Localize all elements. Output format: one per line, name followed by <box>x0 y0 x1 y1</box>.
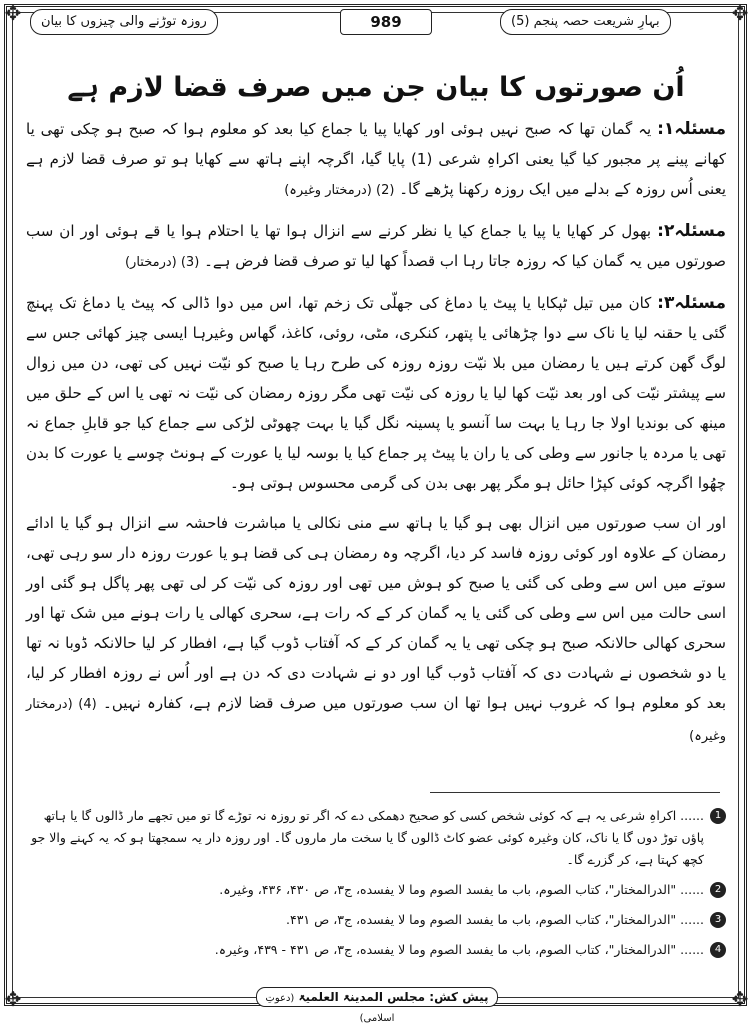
masala-1 <box>26 114 726 206</box>
reference: (3) (درمختار) <box>124 255 200 270</box>
corner-ornament-icon: ✥ <box>731 987 749 1011</box>
header-chapter: روزہ توڑنے والی چیزوں کا بیان <box>30 9 218 35</box>
footnote-number: 1 <box>710 808 726 824</box>
masala-label: مسئلہ۲: <box>657 221 726 241</box>
footnote-text: ...... "الدرالمختار"، کتاب الصوم، باب ما یفسد الصوم وما لا یفسده، ج۳، ص ۴۳۱ - ۴۳۹، وغیرہ. <box>214 942 704 957</box>
main-content <box>26 70 726 762</box>
footnote-number: 2 <box>710 882 726 898</box>
reference: (2) (درمختار وغیرہ) <box>284 183 395 198</box>
footer-name: مجلس المدینۃ العلمیۃ <box>298 990 426 1004</box>
page-number: 989 <box>340 9 432 35</box>
masala-text: بھول کر کھایا یا پیا یا جماع کیا یا نظر کرنے سے انزال ہوا تھا یا احتلام ہوا یا قے ہوئی اور ان سب صورتوں میں یہ گمان کیا کہ روزہ جاتا رہا اب قصداً کھا لیا تو صرف قضا فرض ہے۔ <box>26 222 726 270</box>
closing-paragraph <box>26 508 726 752</box>
footnote <box>26 909 726 931</box>
footnote <box>26 939 726 961</box>
closing-text: اور ان سب صورتوں میں انزال بھی ہو گیا یا ہاتھ سے منی نکالی یا مباشرت فاحشہ سے انزال ہو گیا یا ادائے رمضان کے علاوہ اور کوئی روزہ فاسد کر دیا، اگرچہ وہ رمضان ہی کی قضا ہو یا عورت روزہ دار سو رہی تھی، سوتے میں اس سے وطی کی گئی یا صبح کو ہوش میں تھی اور روزہ کی نیّت کر لی تھی پھر پاگل ہو گئی اور اسی حالت میں اس سے وطی کی گئی یا یہ گمان کر کے کہ رات ہے، سحری کھالی یا رات ہونے میں شک تھا اور سحری کھالی حالانکہ صبح ہو چکی تھی یا یہ گمان کر کے کہ آفتاب ڈوب گیا ہے، افطار کر لیا حالانکہ ڈوبا نہ تھا یا دو شخصوں نے شہادت دی کہ آفتاب ڈوب گیا اور دو نے شہادت دی کہ دن ہے اور اُس نے روزہ افطار کر لیا، بعد کو معلوم ہوا کہ غروب نہیں ہوا تھا ان سب صورتوں میں صرف قضا لازم ہے، کفارہ نہیں۔ <box>26 514 726 712</box>
masala-label: مسئلہ۳: <box>657 293 726 313</box>
corner-ornament-icon: ✥ <box>731 1 749 25</box>
reference: (4) (درمختار وغیرہ) <box>26 697 726 744</box>
corner-ornament-icon: ✥ <box>4 987 22 1011</box>
footer-sub: (دعوتِ اسلامی) <box>265 993 395 1024</box>
masala-label: مسئلہ۱: <box>657 119 726 139</box>
footnote <box>26 879 726 901</box>
masala-text: یہ گمان تھا کہ صبح نہیں ہوئی اور کھایا پیا یا جماع کیا بعد کو معلوم ہوا کہ صبح ہو چکی تھی یا کھانے پینے پر مجبور کیا گیا یعنی اکراہِ شرعی (1) پایا گیا، اگرچہ اپنے ہاتھ سے کھایا ہو تو صرف قضا لازم ہے یعنی اُس روزہ کے بدلے میں ایک روزہ رکھنا پڑھے گا۔ <box>26 120 727 198</box>
footnote-text: ...... "الدرالمختار"، کتاب الصوم، باب ما یفسد الصوم وما لا یفسده، ج۳، ص ۴۳۱. <box>286 912 704 927</box>
masala-3 <box>26 288 726 498</box>
footnote-text: ...... اکراہِ شرعی یہ ہے کہ کوئی شخص کسی کو صحیح دھمکی دے کہ اگر تو روزہ نہ توڑے گا تو میں تجھے مار ڈالوں گا یا ہاتھ پاؤں توڑ دوں گا یا ناک، کان وغیرہ کوئی عضو کاٹ ڈالوں گا یا سخت مار ماروں گا۔ اور روزہ دار یہ سمجھتا ہو کہ یہ کہنے والا جو کچھ کہتا ہے، کر گزرے گا۔ <box>31 808 704 867</box>
footnote-text: ...... "الدرالمختار"، کتاب الصوم، باب ما یفسد الصوم وما لا یفسده، ج۳، ص ۴۳۰، ۴۳۶، وغیرہ. <box>219 882 704 897</box>
footnote-number: 3 <box>710 912 726 928</box>
footnotes <box>26 805 726 969</box>
footnote <box>26 805 726 871</box>
page-title: اُن صورتوں کا بیان جن میں صرف قضا لازم ہے <box>67 72 685 103</box>
footnote-number: 4 <box>710 942 726 958</box>
masala-2 <box>26 216 726 278</box>
footer-prefix: پیش کش: <box>429 990 489 1004</box>
header-volume: بہارِ شریعت حصہ پنجم (5) <box>500 9 671 35</box>
masala-text: کان میں تیل ٹپکایا یا پیٹ یا دماغ کی جھلّی تک زخم تھا، اس میں دوا ڈالی کہ پیٹ یا دماغ تک پہنچ گئی یا حقنہ لیا یا ناک سے دوا چڑھائی یا پتھر، کنکری، مٹی، روئی، کاغذ، گھاس وغیرہا ایسی چیز کھائی جس سے لوگ گھن کرتے ہیں یا رمضان میں بلا نیّت روزہ روزہ کی طرح رہا یا صبح کو نیّت نہیں کی تھی، دن میں زوال سے پیشتر نیّت کی اور بعد نیّت کھا لیا یا روزہ کی نیّت تھی مگر روزہ رمضان کی نیّت نہ تھی یا اس کے حلق میں مینھ کی بوندیا اولا جا رہا یا بہت سا آنسو یا پسینہ نگل گیا یا بہت چھوٹی لڑکی سے جماع کیا جو قابلِ جماع نہ تھی یا مردہ یا جانور سے وطی کی یا ران یا پیٹ پر جماع کیا یا بوسہ لیا یا عورت کے ہونٹ چوسے یا عورت کا بدن چھُوا اگرچہ کوئی کپڑا حائل ہو مگر پھر بھی بدن کی گرمی محسوس ہوتی ہو۔ <box>26 294 726 492</box>
corner-ornament-icon: ✥ <box>4 1 22 25</box>
footnote-separator <box>430 792 720 793</box>
footer-publisher <box>256 987 498 1024</box>
